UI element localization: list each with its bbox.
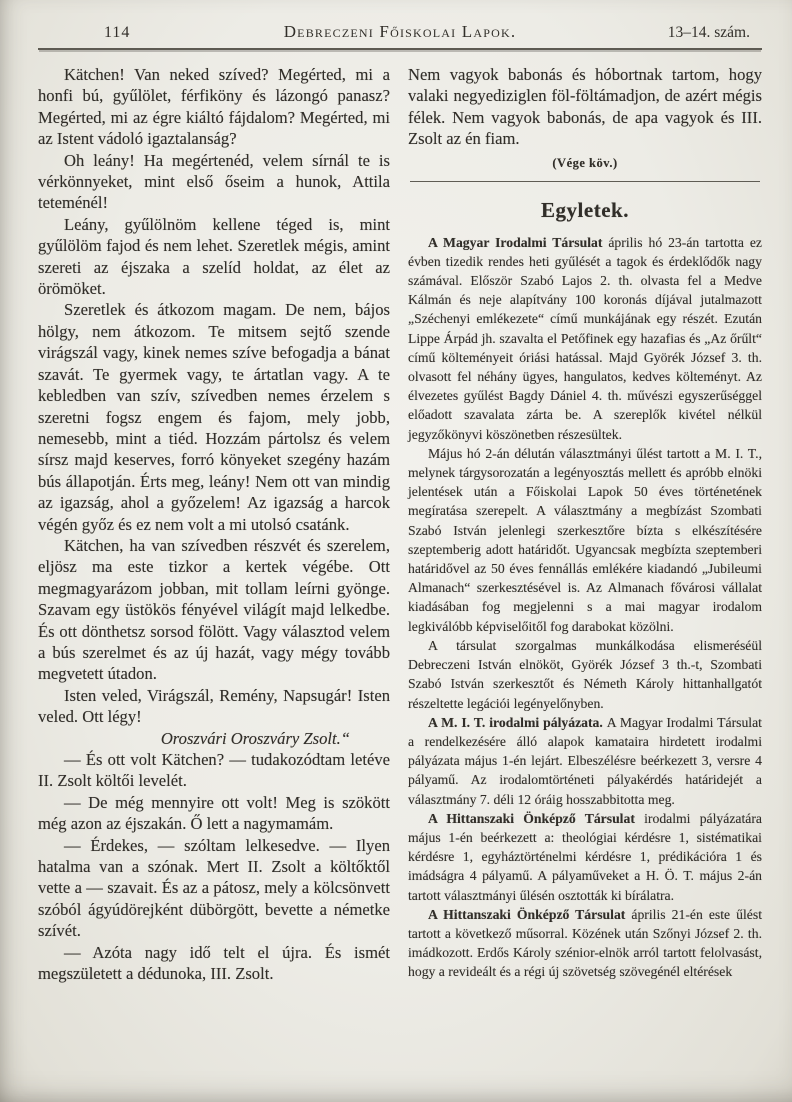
article-lead: A Hittanszaki Önképző Társulat bbox=[428, 810, 645, 826]
paragraph-text: Isten veled, Virágszál, Remény, Napsugár! Isten veled. Ott légy! bbox=[38, 685, 390, 727]
story-paragraph bbox=[38, 728, 390, 749]
article-text: április 21-én este űlést tartott a következő műsorral. Közének után Szőnyi József 2. th. imádkozott. Erdős Károly szénior-elnök arról tartott felolvasást, hogy a revideált és a régi új szövetség szövegénél eltérések bbox=[408, 906, 763, 980]
paragraph-text: — Érdekes, — szóltam lelkesedve. — Ilyen hatalma van a szónak. Mert II. Zsolt a költőktől vette a — szavait. És az a pátosz, mely a kölcsönvett szóból ágyúdörejként dübörgött, bevette a németke szívét. bbox=[38, 835, 390, 941]
news-article bbox=[408, 233, 762, 444]
right-column bbox=[408, 64, 762, 984]
story-paragraph bbox=[38, 214, 390, 300]
page-header bbox=[38, 22, 762, 50]
section-heading: Egyletek. bbox=[541, 197, 629, 222]
paragraph-text: — De még mennyire ott volt! Meg is szökött még azon az éjszakán. Ő lett a nagymamám. bbox=[38, 792, 390, 834]
paragraph-text: Nem vagyok babonás és hóbortnak tartom, hogy valaki negyediziglen föl-föltámadjon, de azért mégis félek. Nem vagyok babonás, de apa vagyok és III. Zsolt az én fiam. bbox=[408, 65, 762, 149]
story-paragraph bbox=[38, 150, 390, 214]
article-text: Május hó 2-án délután választmányi űlést tartott a M. I. T., melynek tárgysorozatán a legényosztás mellett és apróbb elnöki jelentések után a Főiskolai Lapok 50 éves történetének megíratása szerepelt. A választmány a megbízást Szombati Szabó István jelenlegi szerkesztőre bízta s elkészítésére szeptemberig adott határidőt. Ugyancsak megbízta szeptemberi határidővel az 50 éves fennállás emlékére kiadandó „Jubileumi Almanach“ szerkesztésével is. Az Almanach fővárosi vállalat kiadásában fog megjelenni s a mai magyar irodalom legkiválóbb képviselőitől fog darabokat közölni. bbox=[408, 445, 762, 634]
news-article bbox=[408, 444, 762, 636]
news-article bbox=[408, 713, 762, 809]
story-paragraph bbox=[38, 685, 390, 728]
story-paragraph bbox=[38, 535, 390, 685]
article-lead: A Hittanszaki Önképző Társulat bbox=[428, 906, 632, 922]
story-paragraph bbox=[408, 64, 762, 150]
paragraph-text: — És ott volt Kätchen? — tudakozódtam letéve II. Zsolt költői levelét. bbox=[38, 750, 390, 791]
story-paragraph bbox=[38, 299, 390, 534]
paragraph-text: Kätchen! Van neked szíved? Megérted, mi a honfi bú, gyűlölet, férfiköny és lázongó panasz? Megérted, mi az égre kiáltó fájdalom? Megérted, mi az Istent vádoló igaztalanság? bbox=[38, 65, 390, 149]
paragraph-text: Leány, gyűlölnöm kellene téged is, mint gyűlölöm fajod és nem lehet. Szeretlek mégis, amint szereti az éjszaka a szelíd holdat, az élet az örömöket. bbox=[38, 214, 390, 299]
page-number: 114 bbox=[104, 24, 131, 41]
news-article bbox=[408, 809, 762, 905]
section-divider bbox=[410, 181, 760, 182]
journal-title: Debreczeni Főiskolai Lapok. bbox=[283, 22, 517, 41]
news-article bbox=[408, 905, 762, 982]
paragraph-text: Oh leány! Ha megértenéd, velem sírnál te is vérkönnyeket, mint első őseim a hunok, Attila teteménél! bbox=[38, 150, 390, 213]
story-paragraph bbox=[38, 749, 390, 792]
news-article bbox=[408, 636, 762, 713]
left-column bbox=[38, 64, 390, 984]
story-continuation bbox=[408, 64, 762, 150]
paragraph-text: — Azóta nagy idő telt el újra. És ismét megszületett a dédunoka, III. Zsolt. bbox=[38, 942, 390, 984]
article-text: A Magyar Irodalmi Társulat a rendelkezésére álló alapok kamataira hirdetett irodalmi pályázata május 1-én lejárt. Elbeszélésre beérkezett 3, versre 4 pályamű. Az irodalomtörténeti pályakérdés határidejét a választmány 7. déli 12 óráig hosszabbitotta meg. bbox=[408, 714, 762, 807]
paragraph-text: Szeretlek és átkozom magam. De nem, bájos hölgy, nem átkozom. Te mitsem sejtő szende virágszál vagy, kinek nemes szíve befogadja a bánat szavát. Te gyermek vagy, te ártatlan vagy. A te kebledben van szív, szívedben nemes érzelem s szeretni fogsz engem és fajom, mely jobb, nemesebb, mint a tiéd. Hozzám pártolsz és velem sírsz majd keserves, forró könyeket szegény hazám bús állapotján. Érts meg, leány! Nem ott van mindig az igazság, ahol a győzelem! Az igazság a harcok végén győz és ez nem volt a mi utolsó csatánk. bbox=[38, 300, 390, 534]
society-news-articles bbox=[408, 233, 762, 982]
article-text: A társulat szorgalmas munkálkodása elismeréséül Debreczeni István elnököt, Györék József 3 th.-t, Szombati Szabó István szerkesztőt és Németh Károly hittanhallgatót részeltette legációi legényelőnyben. bbox=[408, 637, 762, 711]
two-column-layout bbox=[38, 64, 762, 984]
paragraph-text: Kätchen, ha van szívedben részvét és szerelem, eljösz ma este tizkor a kertek végébe. Ott megmagyarázom jobban, mit tollam leírni gyönge. Szavam egy üstökös fényével világít majd lelkedbe. És ott dönthetsz sorsod fölött. Vagy választod velem a bús szerelmet és az új hazát, vagy mégy tovább megvetett útadon. bbox=[38, 535, 390, 684]
article-text: irodalmi pályázatára május 1-én beérkezett a: theológiai kérdésre 1, sistématikai kérdésre 1, egyháztörténelmi kérdésre 1, prédikációra 1 és imádságra 4 pályamű. A pályaműveket a H. Ö. T. május 2-án tartott választmányi űlésén osztották ki bírálatra. bbox=[408, 810, 763, 903]
paragraph-text: Oroszvári Oroszváry Zsolt.“ bbox=[160, 728, 350, 748]
to-be-continued-note: (Vége köv.) bbox=[552, 155, 618, 170]
story-paragraph bbox=[38, 942, 390, 985]
article-lead: A M. I. T. irodalmi pályázata. bbox=[428, 714, 607, 730]
issue-number: 13–14. szám. bbox=[667, 24, 750, 41]
story-paragraph bbox=[38, 64, 390, 150]
story-paragraph bbox=[38, 792, 390, 835]
article-lead: A Magyar Irodalmi Társulat bbox=[428, 234, 609, 250]
story-paragraph bbox=[38, 835, 390, 942]
article-text: április hó 23-án tartotta ez évben tizedik rendes heti gyűlését a tagok és érdeklődők nagy számával. Először Szabó Lajos 2. th. olvasta fel a Medve Kálmán és neje alapítvány 100 koronás díjával jutalmazott „Széchenyi emlékezete“ című munkájának egy részét. Ezután Lippe Árpád jh. szavalta el Petőfinek egy hazafias és „Az őrűlt“ című költeményeit óriási hatással. Majd Györék József 3. th. olvasott fel néhány ügyes, hangulatos, kedves költeményt. Az élvezetes gyűlést Bagdy Dániel 4. th. művészi egyszerűséggel előadott szavalata zárta be. A szereplők kivétel nélkül jegyzőkönyvi köszönetben részesültek. bbox=[408, 234, 762, 442]
